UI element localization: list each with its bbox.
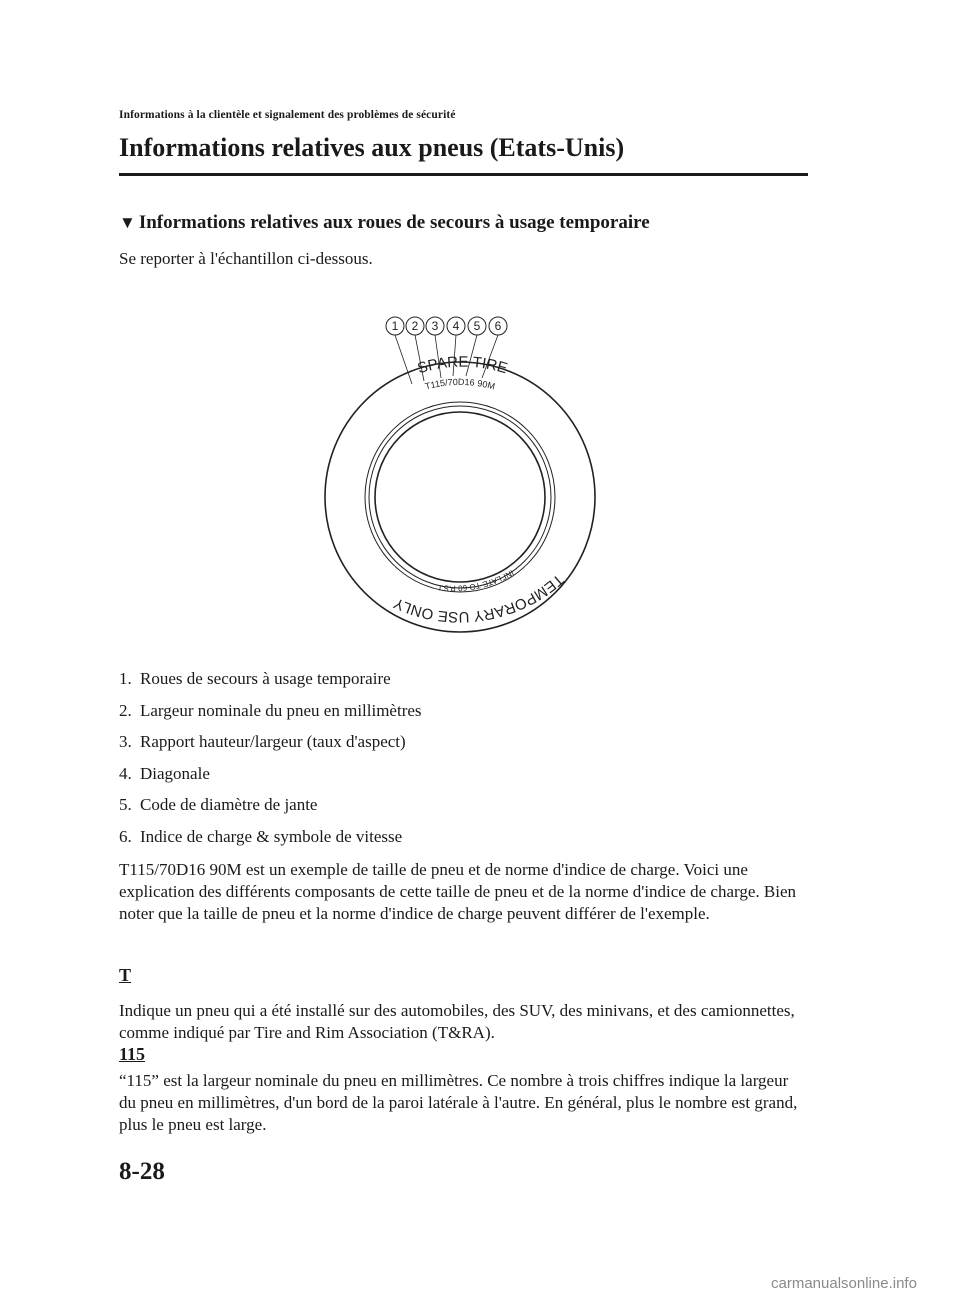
spare-tire-text: SPARE TIRE (415, 353, 510, 378)
list-item: 5. Code de diamètre de jante (119, 795, 318, 814)
inflate-text: INFLATE TO 60 P.S.I. (436, 568, 516, 593)
callout-4: 4 (452, 319, 460, 333)
tire-code-legend (119, 669, 422, 858)
list-item: 1. Roues de secours à usage temporaire (119, 669, 391, 688)
running-header: Informations à la clientèle et signalement des problèmes de sécurité (119, 109, 456, 121)
term-t-heading: T (119, 965, 132, 985)
section-heading-text: Informations relatives aux roues de secours à usage temporaire (138, 212, 650, 233)
intro-text: Se reporter à l'échantillon ci-dessous. (119, 249, 373, 268)
temporary-use-text: TEMPORARY USE ONLY (391, 570, 567, 626)
leader-lines (395, 335, 498, 384)
list-item: 4. Diagonale (119, 763, 210, 783)
callout-2: 2 (411, 319, 419, 333)
watermark: carmanualsonline.info (771, 1275, 917, 1292)
callout-markers (386, 317, 507, 335)
callout-1: 1 (391, 319, 399, 333)
term-115-description: “115” est la largeur nominale du pneu en millimètres. Ce nombre à trois chiffres indique la largeur du pneu en millimètres, d'un bord de la paroi latérale à l'autre. En général, plus le nombre est grand, plus le pneu est large. (119, 1071, 798, 1134)
spare-tire-diagram (300, 300, 620, 640)
list-item: 2. Largeur nominale du pneu en millimètres (119, 700, 422, 720)
explanation-paragraph: T115/70D16 90M est un exemple de taille de pneu et de norme d'indice de charge. Voici une explication des différents composants de cette taille de pneu et de la norme d'indice de charge. Bien noter que la taille de pneu et la norme d'indice de charge peuvent différer de l'exemple. (119, 860, 796, 923)
triangle-marker-icon: ▼ (119, 213, 136, 232)
title-divider (119, 173, 808, 176)
page-title: Informations relatives aux pneus (Etats-Unis) (119, 133, 625, 162)
size-text: T115/70D16 90M (423, 376, 497, 392)
term-115-heading: 115 (119, 1044, 146, 1064)
list-item: 6. Indice de charge & symbole de vitesse (119, 826, 403, 846)
page-number: 8-28 (119, 1158, 165, 1185)
list-item: 3. Rapport hauteur/largeur (taux d'aspect) (119, 732, 406, 751)
callout-6: 6 (494, 319, 502, 333)
callout-3: 3 (431, 319, 439, 333)
term-t-description: Indique un pneu qui a été installé sur des automobiles, des SUV, des minivans, et des camionnettes, comme indiqué par Tire and Rim Association (T&RA). (119, 1001, 795, 1042)
callout-5: 5 (473, 319, 481, 333)
section-heading (119, 212, 650, 234)
